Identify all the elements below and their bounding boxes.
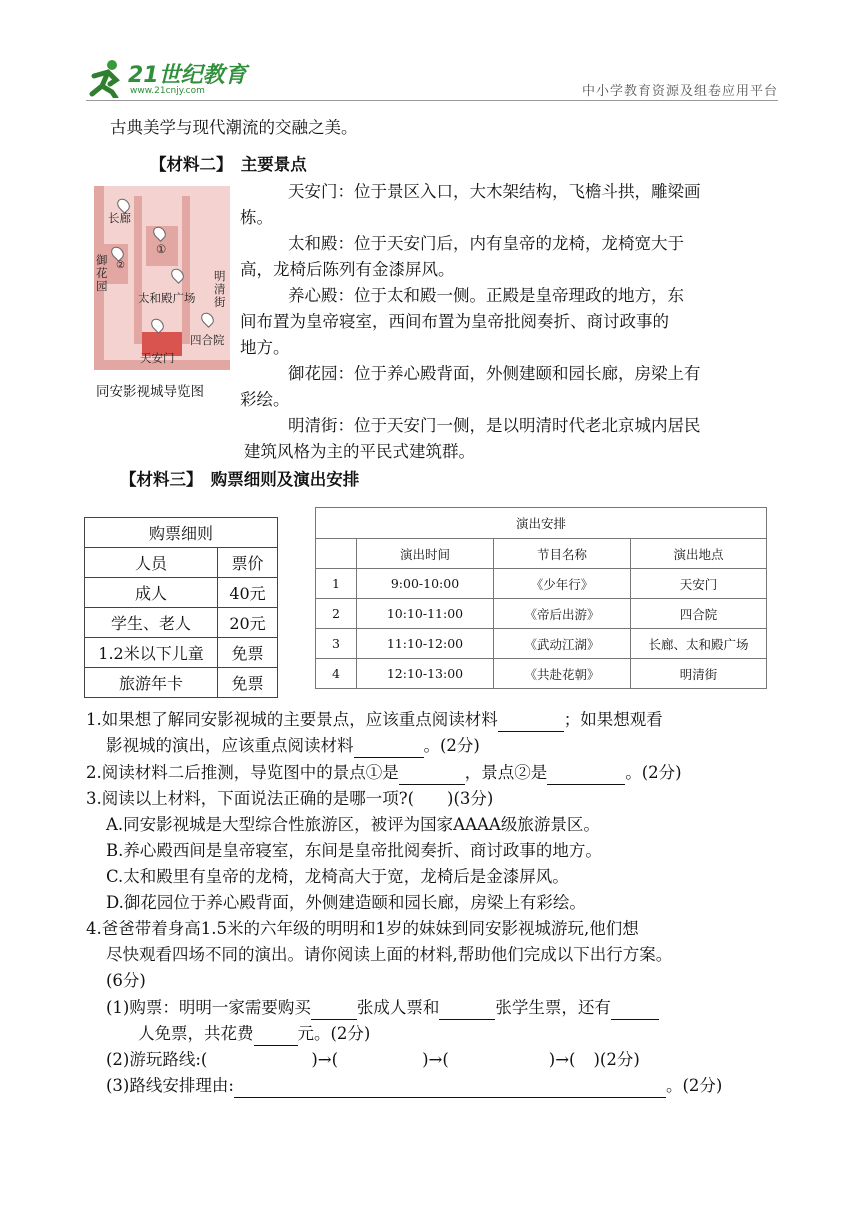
- question-2: [86, 761, 682, 785]
- q3-option-c: C.太和殿里有皇帝的龙椅，龙椅高大于宽，龙椅后是金漆屏风。: [106, 867, 569, 886]
- platform-name: 中小学教育资源及组卷应用平台: [581, 84, 778, 99]
- spot-tiananmen-2: 栋。: [240, 208, 273, 227]
- show-cell: 2: [316, 599, 357, 629]
- map-pin-icon: [199, 310, 217, 328]
- q4-3-text-a: (3)路线安排理由:: [106, 1076, 234, 1095]
- logo-text: 21世纪教育: [128, 63, 247, 88]
- show-cell: 10:10-11:00: [357, 599, 494, 629]
- ticket-header-price: 票价: [218, 548, 278, 578]
- show-cell: 11:10-12:00: [357, 629, 494, 659]
- map-label-changlang: 长廊: [108, 211, 131, 225]
- spot-yangxindian-2: 间布置为皇帝寝室，西间布置为皇帝批阅奏折、商讨政事的: [240, 312, 669, 331]
- q4-2-text-e: )(2分): [593, 1050, 640, 1069]
- material3-heading: 【材料三】 购票细则及演出安排: [120, 470, 360, 489]
- show-cell: 《帝后出游》: [494, 599, 631, 629]
- ticket-cell: 旅游年卡: [85, 668, 218, 698]
- spot-yangxindian-1: 养心殿：位于太和殿一侧。正殿是皇帝理政的地方，东: [288, 286, 684, 305]
- spot-taihedian-2: 高，龙椅后陈列有金漆屏风。: [240, 260, 455, 279]
- q4-2-text-b: )→(: [311, 1050, 339, 1069]
- q4-part3-reason: [106, 1074, 722, 1098]
- q1-text-d: 。(2分): [423, 736, 480, 755]
- spot-yuhuayuan-1: 御花园：位于养心殿背面，外侧建颐和园长廊，房梁上有: [288, 364, 701, 383]
- show-cell: 《武动江湖》: [494, 629, 631, 659]
- question-3: 3.阅读以上材料，下面说法正确的是哪一项?( )(3分): [86, 789, 494, 808]
- q1-text-a: 1.如果想了解同安影视城的主要景点，应该重点阅读材料: [86, 710, 498, 729]
- guide-map: [94, 186, 230, 370]
- q4-part1-line2: [138, 1022, 370, 1046]
- ticket-table-title: 购票细则: [85, 518, 278, 548]
- show-header-index: [316, 539, 357, 569]
- map-label-taihedian: 太和殿广场: [138, 291, 196, 305]
- logo-url: www.21cnjy.com: [130, 86, 205, 96]
- q3-option-b: B.养心殿西间是皇帝寝室，东间是皇帝批阅奏折、商讨政事的地方。: [106, 841, 602, 860]
- q4-1-text-b: 张成人票和: [356, 998, 440, 1017]
- q1-answer-blank-1[interactable]: [498, 713, 564, 732]
- show-table-title: 演出安排: [316, 508, 767, 539]
- ticket-cell: 成人: [85, 578, 218, 608]
- show-cell: 9:00-10:00: [357, 569, 494, 599]
- ticket-cell: 学生、老人: [85, 608, 218, 638]
- intro-line: 古典美学与现代潮流的交融之美。: [110, 118, 358, 137]
- q4-student-count-blank[interactable]: [439, 1001, 495, 1020]
- q4-3-text-b: 。(2分): [665, 1076, 723, 1095]
- show-cell: 明清街: [631, 659, 767, 689]
- spot-yuhuayuan-2: 彩绘。: [240, 390, 290, 409]
- q4-2-text-a: (2)游玩路线:(: [106, 1050, 208, 1069]
- q3-option-a: A.同安影视城是大型综合性旅游区，被评为国家AAAA级旅游景区。: [106, 815, 600, 834]
- show-cell: 《少年行》: [494, 569, 631, 599]
- q4-adult-count-blank[interactable]: [311, 1001, 357, 1020]
- question-1-line2: [106, 734, 480, 758]
- show-cell: 长廊、太和殿广场: [631, 629, 767, 659]
- header-divider: [86, 100, 778, 101]
- show-cell: 1: [316, 569, 357, 599]
- question-1-line1: [86, 708, 663, 732]
- question-4-line3: (6分): [106, 971, 146, 990]
- spot-mingqingjie-2: 建筑风格为主的平民式建筑群。: [244, 442, 475, 461]
- show-cell: 四合院: [631, 599, 767, 629]
- map-marker-1: ①: [156, 242, 167, 256]
- ticket-header-person: 人员: [85, 548, 218, 578]
- map-label-tiananmen: 天安门: [140, 351, 175, 365]
- q4-1-text-c: 张学生票，还有: [495, 998, 611, 1017]
- q4-free-count-blank[interactable]: [611, 1001, 659, 1020]
- site-logo: [86, 56, 256, 102]
- q2-text-c: 。(2分): [625, 763, 682, 782]
- q2-answer-blank-1[interactable]: [399, 766, 465, 785]
- map-label-siheyuan: 四合院: [190, 333, 225, 347]
- map-caption: 同安影视城导览图: [96, 384, 204, 400]
- q1-answer-blank-2[interactable]: [354, 739, 424, 758]
- q3-option-d: D.御花园位于养心殿背面，外侧建造颐和园长廊，房梁上有彩绘。: [106, 893, 586, 912]
- q4-1-text-e: 元。(2分): [297, 1024, 371, 1043]
- show-header-location: 演出地点: [631, 539, 767, 569]
- material2-heading: 【材料二】 主要景点: [150, 155, 307, 174]
- q4-total-cost-blank[interactable]: [254, 1027, 298, 1046]
- q1-text-b: ；如果想观看: [563, 710, 663, 729]
- q4-part1-line1: [106, 996, 659, 1020]
- question-4-line1: 4.爸爸带着身高1.5米的六年级的明明和1岁的妹妹到同安影视城游玩,他们想: [86, 919, 639, 938]
- spot-yangxindian-3: 地方。: [240, 338, 290, 357]
- ticket-cell: 免票: [218, 638, 278, 668]
- q2-text-b: ，景点②是: [464, 763, 548, 782]
- q2-answer-blank-2[interactable]: [547, 766, 625, 785]
- show-cell: 天安门: [631, 569, 767, 599]
- q4-part2-route: [106, 1048, 640, 1072]
- spot-mingqingjie-1: 明清街：位于天安门一侧，是以明清时代老北京城内居民: [288, 416, 701, 435]
- ticket-cell: 20元: [218, 608, 278, 638]
- q1-text-c: 影视城的演出，应该重点阅读材料: [106, 736, 354, 755]
- q4-reason-blank[interactable]: [234, 1079, 666, 1098]
- spot-taihedian-1: 太和殿：位于天安门后，内有皇帝的龙椅，龙椅宽大于: [288, 234, 684, 253]
- q4-1-text-d: 人免票，共花费: [138, 1024, 254, 1043]
- spot-tiananmen-1: 天安门：位于景区入口，大木架结构，飞檐斗拱，雕梁画: [288, 182, 701, 201]
- show-header-time: 演出时间: [357, 539, 494, 569]
- show-header-program: 节目名称: [494, 539, 631, 569]
- show-cell: 3: [316, 629, 357, 659]
- q4-2-text-c: )→(: [422, 1050, 449, 1069]
- show-cell: 《共赴花朝》: [494, 659, 631, 689]
- ticket-cell: 40元: [218, 578, 278, 608]
- ticket-cell: 1.2米以下儿童: [85, 638, 218, 668]
- ticket-table: [84, 517, 278, 698]
- runner-icon: [86, 58, 126, 98]
- map-label-mingqingjie: 明清街: [214, 269, 226, 309]
- map-label-yuhuayuan: 御花园: [96, 253, 108, 293]
- q4-2-text-d: )→(: [548, 1050, 576, 1069]
- question-4-line2: 尽快观看四场不同的演出。请你阅读上面的材料,帮助他们完成以下出行方案。: [106, 945, 673, 964]
- map-marker-2: ②: [116, 260, 125, 271]
- show-cell: 12:10-13:00: [357, 659, 494, 689]
- show-table: [315, 507, 767, 689]
- q2-text-a: 2.阅读材料二后推测，导览图中的景点①是: [86, 763, 399, 782]
- show-cell: 4: [316, 659, 357, 689]
- q4-1-text-a: (1)购票：明明一家需要购买: [106, 998, 311, 1017]
- ticket-cell: 免票: [218, 668, 278, 698]
